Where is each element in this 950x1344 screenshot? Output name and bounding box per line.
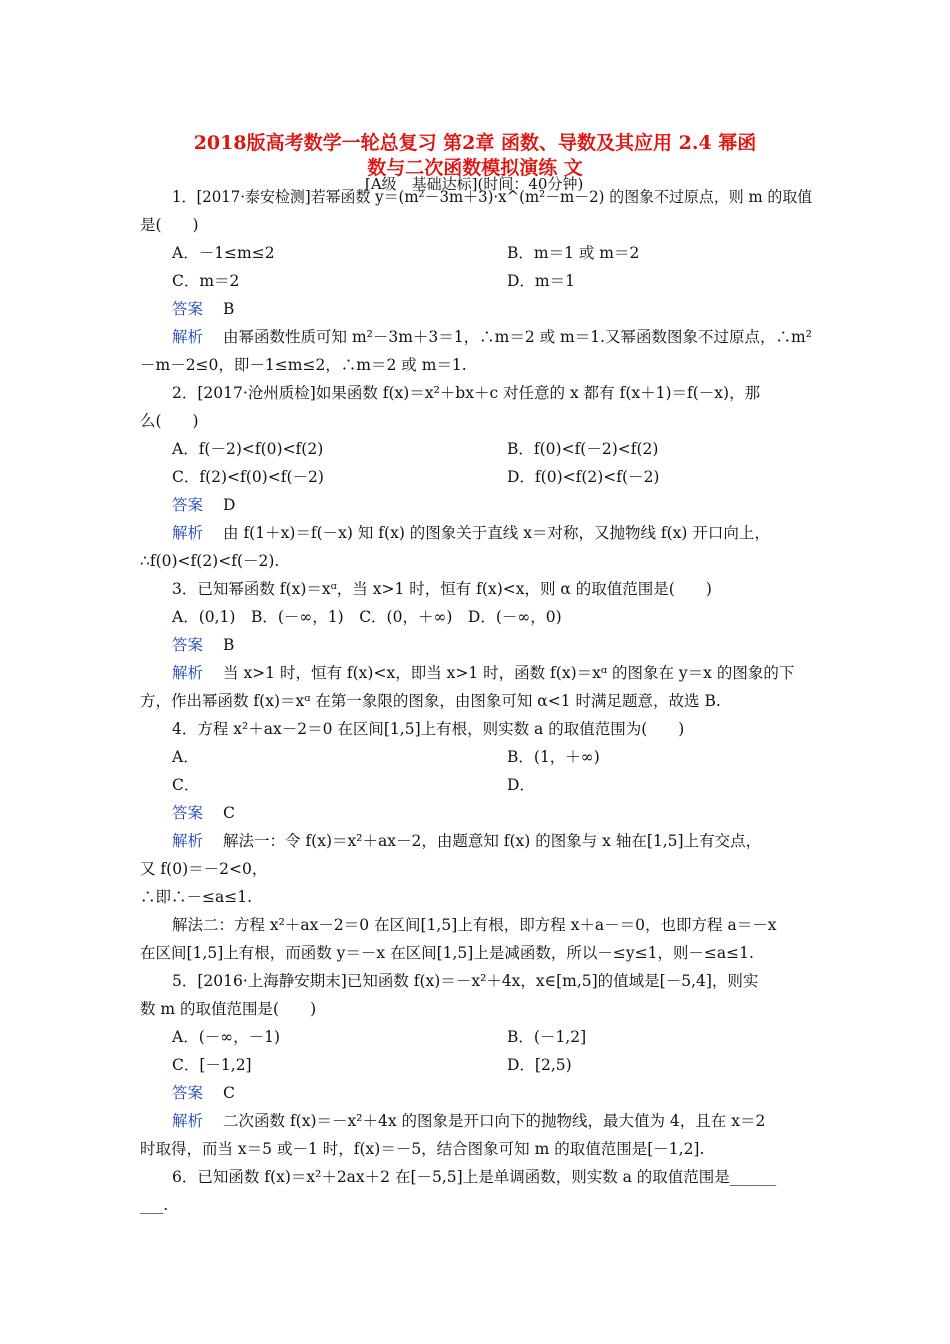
line-text: C． [172,776,200,794]
line-text: D． [507,776,535,794]
line-text: B．(－1,2] [507,1028,587,1046]
text-line [140,215,199,235]
text-line [172,1167,776,1187]
line-text: A．(－∞，－1) [172,1028,281,1046]
line-text: －m－2≤0，即－1≤m≤2，∴m＝2 或 m＝1. [140,356,467,374]
answer-label: 答案 [172,300,204,318]
line-text: D [223,496,236,514]
analysis-label: 解析 [172,328,204,346]
line-text: 由 f(1＋x)＝f(－x) 知 f(x) 的图象关于直线 x＝对称，又抛物线 f(x) 开口向上， [223,524,770,542]
text-line [172,719,684,739]
line-text: ___. [140,1196,169,1214]
line-text: 由幂函数性质可知 m²－3m＋3＝1，∴m＝2 或 m＝1.又幂函数图象不过原点，∴m² [223,328,812,346]
line-text: 解法二：方程 x²＋ax－2＝0 在区间[1,5]上有根，即方程 x＋a－＝0，也即方程 a＝－x [172,916,777,934]
line-text: D．f(0)<f(2)<f(－2) [507,468,660,486]
text-line [507,467,659,487]
text-line [507,243,639,263]
text-line [172,915,776,935]
line-text: 3．已知幂函数 f(x)＝xᵅ，当 x>1 时，恒有 f(x)<x，则 α 的取值范围是( ) [172,580,712,598]
text-line [172,831,761,851]
line-text: 数 m 的取值范围是( ) [140,1000,317,1018]
text-line [172,1083,235,1103]
text-line [172,383,760,403]
line-text: B．f(0)<f(－2)<f(2) [507,440,659,458]
answer-label: 答案 [172,1084,204,1102]
line-text: 5．[2016·上海静安期末]已知函数 f(x)＝－x²＋4x，x∈[m,5]的值域是[－5,4]，则实 [172,972,759,990]
text-line [507,271,575,291]
text-line [140,551,279,571]
analysis-label: 解析 [172,1112,204,1130]
text-line [140,355,467,375]
text-line [172,271,239,291]
line-text: 又 f(0)＝－2<0， [140,860,268,878]
text-line [172,523,770,543]
text-line [172,495,235,515]
text-line [140,1139,704,1159]
document-title-line1: 2018版高考数学一轮总复习 第2章 函数、导数及其应用 2.4 幂函 [193,132,757,154]
line-text: ∴即∴－≤a≤1. [140,888,253,906]
line-text: B．m＝1 或 m＝2 [507,244,640,262]
line-text: 解法一：令 f(x)＝x²＋ax－2，由题意知 f(x) 的图象与 x 轴在[1,5]上有交点， [223,832,762,850]
text-line [140,999,316,1019]
line-text: 方，作出幂函数 f(x)＝xᵅ 在第一象限的图象，由图象可知 α<1 时满足题意，故选 B. [140,692,721,710]
text-line [172,971,758,991]
line-text: C [223,1084,235,1102]
text-line [507,439,658,459]
line-text: C．[－1,2] [172,1056,252,1074]
text-line [507,775,535,795]
text-line [507,1027,586,1047]
text-line [172,663,794,683]
text-line [507,747,600,767]
line-text: 在区间[1,5]上有根，而函数 y＝－x 在区间[1,5]上是减函数，所以－≤y≤1，则－≤a≤1. [140,944,754,962]
text-line [172,1055,252,1075]
line-text: 4．方程 x²＋ax－2＝0 在区间[1,5]上有根，则实数 a 的取值范围为( ) [172,720,685,738]
line-text: B [223,300,235,318]
section-subtitle: [A级 基础达标](时间：40分钟) [365,175,584,193]
text-line [140,691,721,711]
text-line [172,579,712,599]
line-text: D．m＝1 [507,272,575,290]
text-line [172,299,234,319]
text-line [172,243,275,263]
text-line [172,775,199,795]
line-text: C．m＝2 [172,272,240,290]
line-text: A．(0,1) B．(－∞，1) C．(0，＋∞) D．(－∞，0) [172,608,562,626]
document-title-line2: 数与二次函数模拟演练 文 [367,157,583,179]
answer-label: 答案 [172,804,204,822]
line-text: D．[2,5) [507,1056,572,1074]
line-text: 么( ) [140,412,199,430]
analysis-label: 解析 [172,524,204,542]
text-line [140,859,267,879]
text-line [172,187,812,207]
line-text: B．(1，＋∞) [507,748,600,766]
text-line [172,635,234,655]
analysis-label: 解析 [172,832,204,850]
line-text: A．－1≤m≤2 [172,244,275,262]
answer-label: 答案 [172,496,204,514]
line-text: A．f(－2)<f(0)<f(2) [172,440,324,458]
line-text: 1．[2017·泰安检测]若幂函数 y＝(m²－3m＋3)·x^(m²－m－2) 的图象不过原点，则 m 的取值 [172,188,813,206]
text-line [140,1195,168,1215]
analysis-label: 解析 [172,664,204,682]
text-line [140,411,199,431]
text-line [172,803,235,823]
line-text: 2．[2017·沧州质检]如果函数 f(x)＝x²＋bx＋c 对任意的 x 都有 f(x＋1)＝f(－x)，那 [172,384,761,402]
line-text: 是( ) [140,216,199,234]
text-line [172,327,812,347]
line-text: 二次函数 f(x)＝－x²＋4x 的图象是开口向下的抛物线，最大值为 4，且在 x＝2 [223,1112,766,1130]
text-line [172,747,199,767]
text-line [140,887,252,907]
text-line [172,1111,765,1131]
line-text: C．f(2)<f(0)<f(－2) [172,468,324,486]
text-line [172,439,323,459]
line-text: 时取得，而当 x＝5 或－1 时，f(x)＝－5，结合图象可知 m 的取值范围是[－1,2]. [140,1140,705,1158]
line-text: B [223,636,235,654]
text-line [172,607,562,627]
line-text: 当 x>1 时，恒有 f(x)<x，即当 x>1 时，函数 f(x)＝xᵅ 的图象在 y＝x 的图象的下 [223,664,795,682]
line-text: A． [172,748,199,766]
answer-label: 答案 [172,636,204,654]
text-line [172,467,324,487]
line-text: ∴f(0)<f(2)<f(－2). [140,552,280,570]
text-line [507,1055,572,1075]
text-line [172,1027,280,1047]
text-line [140,943,754,963]
line-text: C [223,804,235,822]
line-text: 6．已知函数 f(x)＝x²＋2ax＋2 在[－5,5]上是单调函数，则实数 a 的取值范围是______ [172,1168,777,1186]
